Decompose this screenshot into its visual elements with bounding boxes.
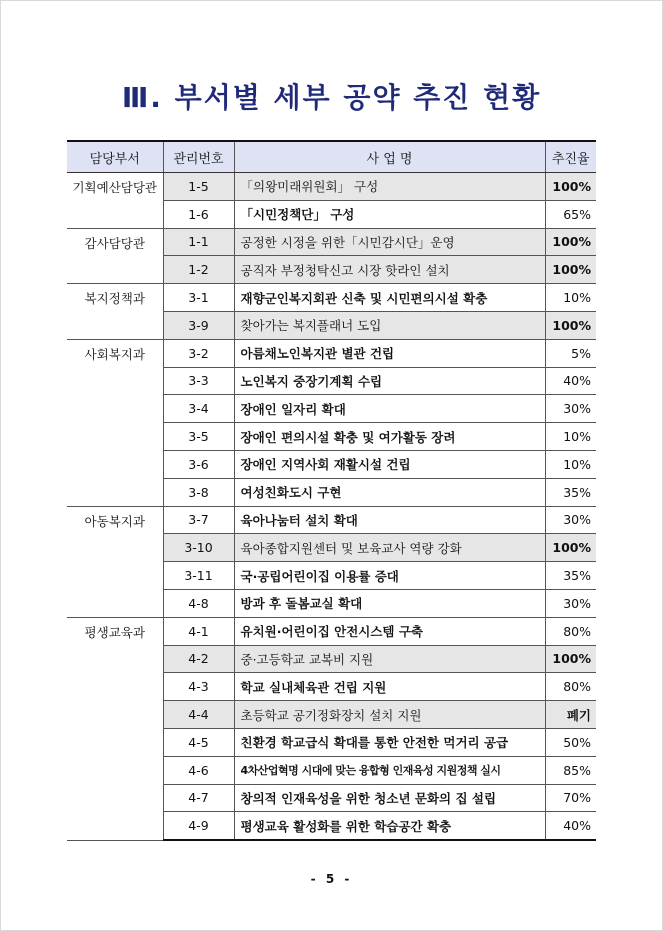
- progress-rate-cell: 80%: [545, 673, 596, 701]
- number-cell: 1-6: [163, 200, 234, 228]
- number-cell: 4-3: [163, 673, 234, 701]
- project-name-cell: 공정한 시정을 위한「시민감시단」운영: [234, 228, 545, 256]
- project-name-cell: 장애인 지역사회 재활시설 건립: [234, 450, 545, 478]
- project-name-cell: 재향군인복지회관 신축 및 시민편의시설 확충: [234, 284, 545, 312]
- progress-rate-cell: 100%: [545, 228, 596, 256]
- project-name-cell: 아름채노인복지관 별관 건립: [234, 339, 545, 367]
- progress-rate-cell: 85%: [545, 756, 596, 784]
- progress-rate-cell: 30%: [545, 395, 596, 423]
- project-name-cell: 방과 후 돌봄교실 확대: [234, 589, 545, 617]
- number-cell: 3-4: [163, 395, 234, 423]
- progress-rate-cell: 10%: [545, 450, 596, 478]
- number-cell: 3-8: [163, 478, 234, 506]
- header-dept: 담당부서: [67, 141, 163, 173]
- progress-rate-cell: 50%: [545, 728, 596, 756]
- table-row: [67, 339, 596, 367]
- project-name-cell: 육아종합지원센터 및 보육교사 역량 강화: [234, 534, 545, 562]
- progress-rate-cell: 80%: [545, 617, 596, 645]
- number-cell: 3-1: [163, 284, 234, 312]
- progress-rate-cell: 65%: [545, 200, 596, 228]
- project-name-cell: 찾아가는 복지플래너 도입: [234, 311, 545, 339]
- number-cell: 3-9: [163, 311, 234, 339]
- number-cell: 3-7: [163, 506, 234, 534]
- number-cell: 4-6: [163, 756, 234, 784]
- project-name-cell: 4차산업혁명 시대에 맞는 융합형 인재육성 지원정책 실시: [234, 756, 545, 784]
- progress-rate-cell: 100%: [545, 256, 596, 284]
- number-cell: 3-5: [163, 423, 234, 451]
- number-cell: 1-2: [163, 256, 234, 284]
- progress-rate-cell: 100%: [545, 534, 596, 562]
- project-name-cell: 「시민정책단」 구성: [234, 200, 545, 228]
- project-name-cell: 창의적 인재육성을 위한 청소년 문화의 집 설립: [234, 784, 545, 812]
- page-title: Ⅲ. 부서별 세부 공약 추진 현황: [121, 81, 542, 114]
- number-cell: 4-7: [163, 784, 234, 812]
- number-cell: 3-6: [163, 450, 234, 478]
- progress-rate-cell: 40%: [545, 812, 596, 840]
- progress-rate-cell: 100%: [545, 173, 596, 201]
- number-cell: 3-2: [163, 339, 234, 367]
- progress-rate-cell: 35%: [545, 562, 596, 590]
- page-number: - 5 -: [310, 872, 353, 886]
- header-progress-rate: 추진율: [545, 141, 596, 173]
- project-name-cell: 공직자 부정청탁신고 시장 핫라인 설치: [234, 256, 545, 284]
- progress-rate-cell: 폐기: [545, 701, 596, 729]
- progress-rate-cell: 10%: [545, 423, 596, 451]
- number-cell: 3-10: [163, 534, 234, 562]
- number-cell: 3-11: [163, 562, 234, 590]
- dept-cell: 평생교육과: [67, 617, 163, 840]
- project-name-cell: 중·고등학교 교복비 지원: [234, 645, 545, 673]
- progress-rate-cell: 100%: [545, 645, 596, 673]
- header-number: 관리번호: [163, 141, 234, 173]
- number-cell: 4-2: [163, 645, 234, 673]
- number-cell: 3-3: [163, 367, 234, 395]
- project-name-cell: 여성친화도시 구현: [234, 478, 545, 506]
- table-row: [67, 284, 596, 312]
- number-cell: 1-5: [163, 173, 234, 201]
- dept-cell: 기획예산담당관: [67, 173, 163, 229]
- project-name-cell: 육아나눔터 설치 확대: [234, 506, 545, 534]
- number-cell: 4-5: [163, 728, 234, 756]
- dept-cell: 아동복지과: [67, 506, 163, 617]
- progress-rate-cell: 30%: [545, 589, 596, 617]
- number-cell: 4-9: [163, 812, 234, 840]
- table-row: [67, 617, 596, 645]
- project-name-cell: 초등학교 공기정화장치 설치 지원: [234, 701, 545, 729]
- table-body: [67, 173, 596, 841]
- number-cell: 4-4: [163, 701, 234, 729]
- progress-rate-cell: 5%: [545, 339, 596, 367]
- progress-rate-cell: 100%: [545, 311, 596, 339]
- header-project-name: 사 업 명: [234, 141, 545, 173]
- project-name-cell: 노인복지 중장기계획 수립: [234, 367, 545, 395]
- table-row: [67, 173, 596, 201]
- progress-rate-cell: 40%: [545, 367, 596, 395]
- progress-rate-cell: 30%: [545, 506, 596, 534]
- project-name-cell: 「의왕미래위원회」 구성: [234, 173, 545, 201]
- dept-cell: 감사담당관: [67, 228, 163, 284]
- pledge-status-table: [67, 140, 596, 841]
- project-name-cell: 유치원·어린이집 안전시스템 구축: [234, 617, 545, 645]
- progress-rate-cell: 35%: [545, 478, 596, 506]
- project-name-cell: 평생교육 활성화를 위한 학습공간 확충: [234, 812, 545, 840]
- project-name-cell: 학교 실내체육관 건립 지원: [234, 673, 545, 701]
- table-row: [67, 506, 596, 534]
- project-name-cell: 친환경 학교급식 확대를 통한 안전한 먹거리 공급: [234, 728, 545, 756]
- progress-rate-cell: 70%: [545, 784, 596, 812]
- dept-cell: 복지정책과: [67, 284, 163, 340]
- number-cell: 4-1: [163, 617, 234, 645]
- project-name-cell: 국·공립어린이집 이용률 증대: [234, 562, 545, 590]
- number-cell: 1-1: [163, 228, 234, 256]
- project-name-cell: 장애인 편의시설 확충 및 여가활동 장려: [234, 423, 545, 451]
- progress-rate-cell: 10%: [545, 284, 596, 312]
- project-name-cell: 장애인 일자리 확대: [234, 395, 545, 423]
- number-cell: 4-8: [163, 589, 234, 617]
- table-row: [67, 228, 596, 256]
- dept-cell: 사회복지과: [67, 339, 163, 506]
- table-header-row: [67, 141, 596, 173]
